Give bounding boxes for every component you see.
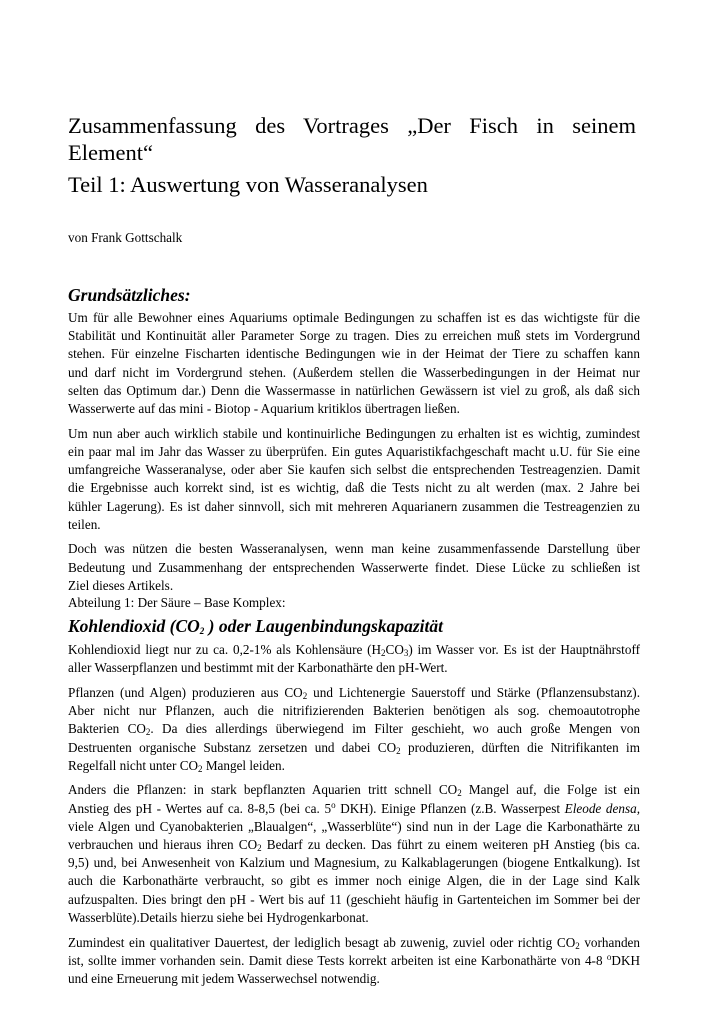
text-line: aller Wasserpflanzen und bestimmt mit der Karbonathärte den pH-Wert.	[68, 660, 448, 676]
author-line: von Frank Gottschalk	[68, 230, 183, 245]
paragraph	[68, 684, 640, 775]
paragraph	[68, 934, 640, 989]
text-line: viele Algen und Cyanobakterien „Blaualgen“, „Wasserblüte“) sind nun in der Lage die Karbonathärte zu	[68, 818, 640, 834]
text-line: Um nun aber auch wirklich stabile und kontinuirliche Bedingungen zu erhalten ist es wichtig, zumindest	[68, 425, 640, 441]
section-heading-grundsaetzliches: Grundsätzliches:	[68, 285, 191, 305]
text-line: aufzuspalten. Dies bringt den pH - Wert bis auf 11 (geschieht häufig in Gartenteichen im Sommer bei der	[68, 891, 640, 907]
document-subtitle: Teil 1: Auswertung von Wasseranalysen	[68, 172, 428, 197]
heading-text: Kohlendioxid (CO	[68, 616, 200, 636]
section-label: Abteilung 1: Der Säure – Base Komplex:	[68, 595, 286, 610]
paragraph	[68, 781, 640, 927]
text-line: verbrauchen und hieraus ihren $CO_2$ Bedarf zu decken. Das führt zu einem weiteren pH Anstieg (bis ca.	[68, 837, 640, 854]
text-line: Zumindest ein qualitativer Dauertest, der lediglich besagt ab zuwenig, zuviel oder richtig $CO_2$ vorhanden	[68, 934, 640, 951]
text-line: Anstieg des pH - Wertes auf ca. 8-8,5 (bei ca. 5$^o$ DKH). Einige Pflanzen (z.B. Wasserpest Eleode densa,	[68, 799, 640, 816]
text-line: stehen. Für einzelne Fischarten identische Bedingungen wie in der Heimat der Tiere zu schaffen kann	[68, 346, 640, 362]
text-line: Kohlendioxid liegt nur zu ca. 0,2-1% als Kohlensäure $(H_2CO_3)$ im Wasser vor. Es ist der Hauptnährstoff	[68, 642, 640, 658]
title-line-2: Element“	[68, 140, 153, 165]
text-line: Wasserwerte auf das mini - Biotop - Aquarium kritiklos übertragen ließen.	[68, 401, 460, 417]
heading-text: ) oder Laugenbindungskapazität	[204, 616, 443, 636]
text-line: Aber nicht nur Pflanzen, auch die nitrifizierenden Bakterien benötigen als sog. chemoautotrophe	[68, 703, 640, 719]
paragraph	[68, 309, 640, 418]
text-line: die Ergebnisse auch korrekt sind, ist es wichtig, daß die Tests nicht zu alt werden (max. 2 Jahre bei	[68, 480, 640, 496]
text-line: umfangreiche Wasseranalyse, oder aber Sie kaufen sich selbst die entsprechenden Testreagenzien. Damit	[68, 462, 640, 478]
paragraph	[68, 540, 640, 595]
text-line: Destruenten organische Substanz zersetzen und dabei $CO_2$ produzieren, dürften die Nitrifikanten im	[68, 739, 640, 756]
text-line: Bakterien $CO_2$. Da dies allerdings überwiegend im Filter geschieht, wo auch große Mengen von	[68, 721, 640, 738]
text-line: Bedeutung und Zusammenhang der entsprechenden Wasserwerte findet. Diese Lücke zu schließen ist	[68, 559, 640, 575]
text-line: auch die Karbonathärte verbraucht, so gibt es immer noch einige Algen, die in der Lage sind Kalk	[68, 873, 640, 889]
text-line: ein paar mal im Jahr das Wasser zu überprüfen. Ein gutes Aquaristikfachgeschaft macht u.U. für Sie eine	[68, 443, 640, 459]
text-line: ist, sollte immer vorhanden sein. Damit diese Tests korrekt arbeiten ist eine Karbonathärte von 4-8 $^o$DKH	[68, 951, 640, 968]
text-line: und eine Erneuerung mit jedem Wasserwechsel notwendig.	[68, 970, 380, 986]
text-line: Anders die Pflanzen: in stark bepflanzten Aquarien tritt schnell $CO_2$ Mangel auf, die Folge ist ein	[68, 782, 640, 799]
section-body-grundsaetzliches	[68, 309, 640, 602]
text-line: Doch was nützen die besten Wasseranalysen, wenn man keine zusammenfassende Darstellung über	[68, 541, 640, 557]
text-line: und darf nicht im Vordergrund stehen. (Außerdem stellen die Wasserbedingungen in der Heimat nur	[68, 364, 640, 380]
paragraph	[68, 425, 640, 534]
heading-subscript: 2	[199, 626, 205, 636]
text-line: Regelfall nicht unter $CO_2$ Mangel leiden.	[68, 757, 285, 774]
section-heading-kohlendioxid	[68, 616, 648, 637]
text-line: 9,5) und, bei Anwesenheit von Kalzium und Magnesium, zu Kalkablagerungen (biogene Entkalkung). Ist	[68, 855, 640, 871]
text-line: Wasserblüte).Details hierzu siehe bei Hydrogenkarbonat.	[68, 909, 369, 925]
text-line: kühler Lagerung). Es ist daher sinnvoll, sich mit mehreren Aquarianern zusammen die Testreagenzien zu	[68, 498, 640, 514]
paragraph	[68, 641, 640, 677]
title-line-1: Zusammenfassung des Vortrages „Der Fisch in seinem	[68, 113, 636, 138]
text-line: Ziel dieses Artikels.	[68, 577, 174, 593]
text-line: Stabilität und Kontinuität aller Parameter Sorge zu tragen. Dies zu erreichen muß stets im Vordergrund	[68, 328, 640, 344]
text-line: selten das Optimum dar.) Denn die Wassermasse in natürlichen Gewässern ist viel zu groß, als daß sich	[68, 382, 640, 398]
document-title	[68, 112, 636, 166]
text-line: Um für alle Bewohner eines Aquariums optimale Bedingungen zu schaffen ist es das wichtigste für die	[68, 310, 640, 325]
text-line: teilen.	[68, 516, 101, 532]
section-body-kohlendioxid	[68, 641, 640, 995]
text-line: Pflanzen (und Algen) produzieren aus $CO_2$ und Lichtenergie Sauerstoff und Stärke (Pflanzensubstanz).	[68, 684, 640, 701]
